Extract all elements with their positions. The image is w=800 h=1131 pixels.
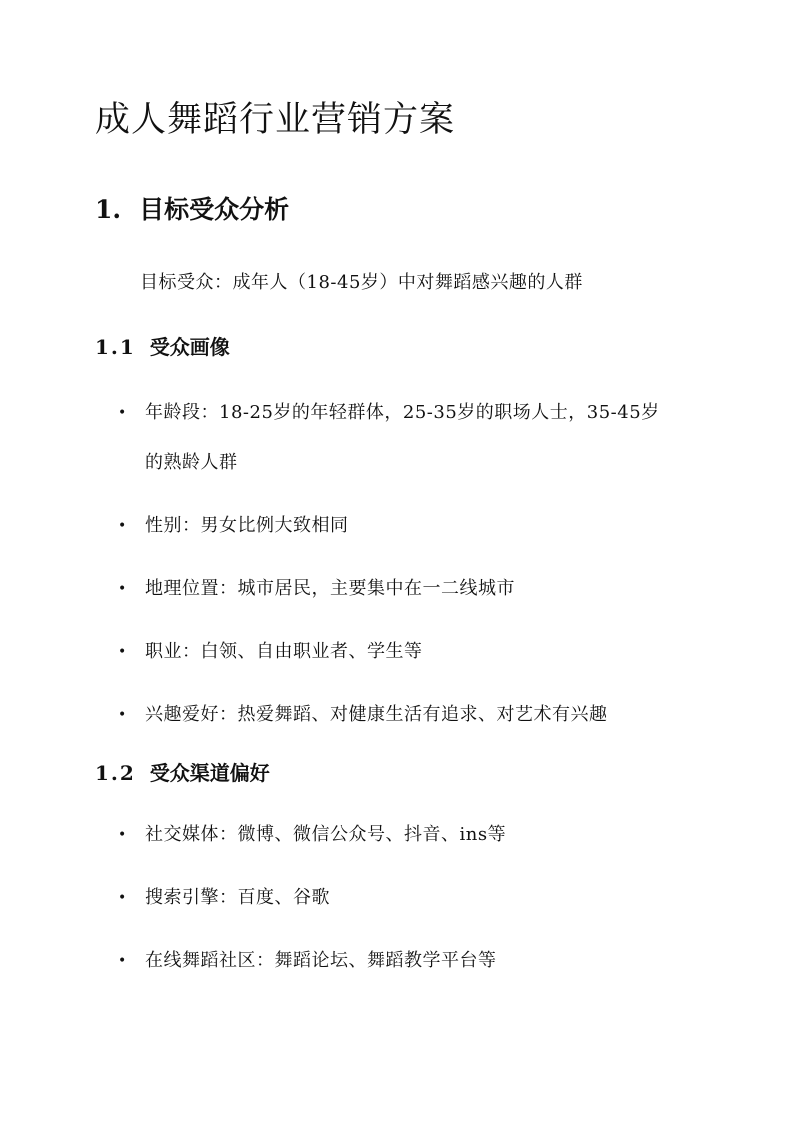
bullet-icon: • xyxy=(118,405,127,421)
list-item-text: 地理位置：城市居民，主要集中在一二线城市 xyxy=(145,578,515,599)
list-item-text: 在线舞蹈社区：舞蹈论坛、舞蹈教学平台等 xyxy=(145,950,497,971)
bullet-icon: • xyxy=(118,707,127,723)
list-item xyxy=(118,501,678,551)
list-item-text: 性别：男女比例大致相同 xyxy=(145,515,349,536)
list-item xyxy=(118,564,678,614)
list-item-text: 社交媒体：微博、微信公众号、抖音、ins等 xyxy=(145,824,507,845)
subsection-title: 受众渠道偏好 xyxy=(149,761,270,785)
list-item-text: 兴趣爱好：热爱舞蹈、对健康生活有追求、对艺术有兴趣 xyxy=(145,704,608,725)
section-number: 1. xyxy=(95,195,122,224)
subsection-heading-audience-profile xyxy=(95,332,230,362)
list-item xyxy=(118,810,678,860)
bullet-icon: • xyxy=(118,953,127,969)
list-item xyxy=(118,936,678,986)
subsection-number: 1.2 xyxy=(95,761,136,785)
subsection-title: 受众画像 xyxy=(149,335,230,359)
audience-profile-list xyxy=(118,388,678,753)
subsection-number: 1.1 xyxy=(95,335,136,359)
intro-paragraph: 目标受众：成年人（18-45岁）中对舞蹈感兴趣的人群 xyxy=(140,272,583,293)
list-item-text: 搜索引擎：百度、谷歌 xyxy=(145,887,330,908)
bullet-icon: • xyxy=(118,518,127,534)
list-item xyxy=(118,388,678,488)
list-item-text: 年龄段：18-25岁的年轻群体，25-35岁的职场人士，35-45岁的熟龄人群 xyxy=(145,402,660,473)
list-item xyxy=(118,690,678,740)
bullet-icon: • xyxy=(118,890,127,906)
channel-preferences-list xyxy=(118,810,678,999)
bullet-icon: • xyxy=(118,827,127,843)
list-item-text: 职业：白领、自由职业者、学生等 xyxy=(145,641,423,662)
section-heading-target-audience xyxy=(95,192,289,228)
subsection-heading-channel-preferences xyxy=(95,758,270,788)
bullet-icon: • xyxy=(118,644,127,660)
page-title: 成人舞蹈行业营销方案 xyxy=(95,100,456,140)
list-item xyxy=(118,627,678,677)
section-title: 目标受众分析 xyxy=(139,195,290,224)
bullet-icon: • xyxy=(118,581,127,597)
list-item xyxy=(118,873,678,923)
